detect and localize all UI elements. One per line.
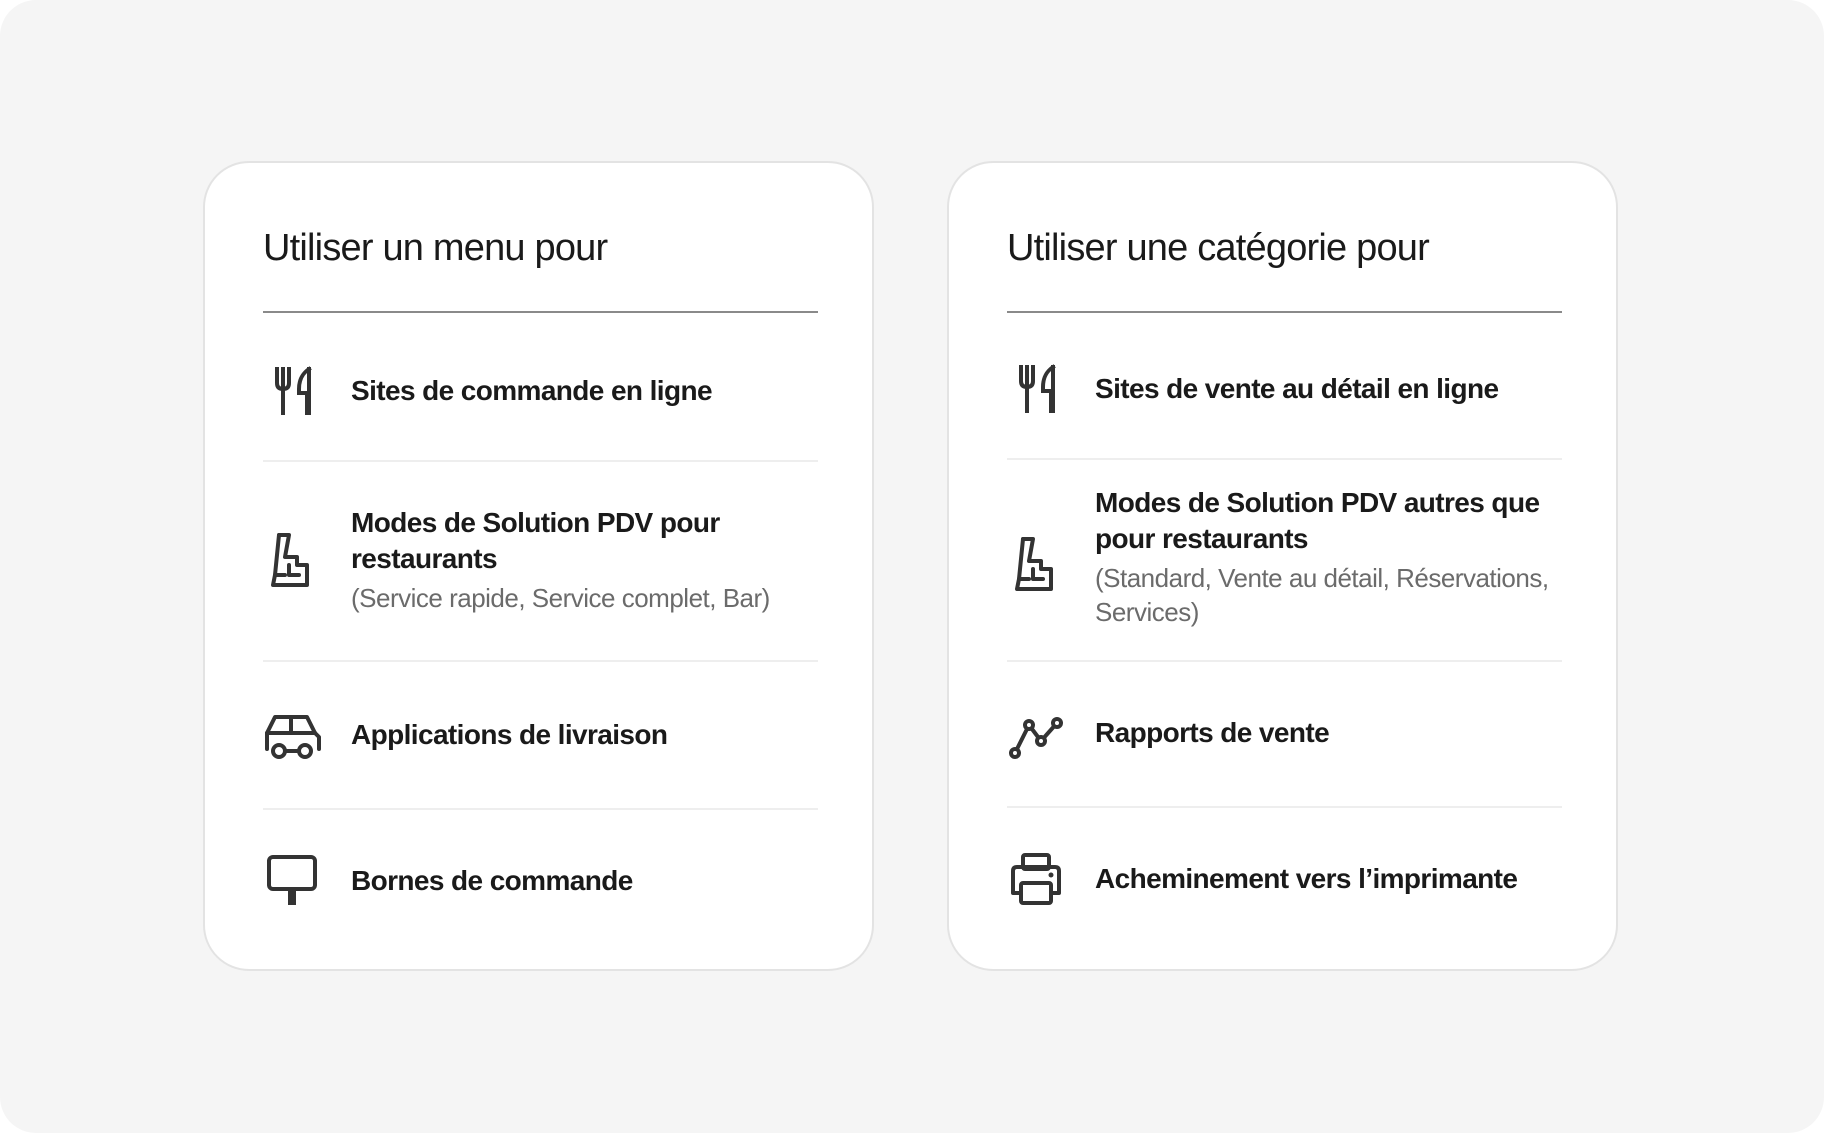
kiosk-icon: [263, 853, 321, 911]
list-item-online-retail: [1007, 361, 1562, 419]
item-label: Rapports de vente: [1095, 717, 1330, 748]
item-label: Acheminement vers l’imprimante: [1095, 863, 1518, 894]
row-divider: [1007, 660, 1562, 662]
car-icon: [263, 707, 321, 765]
category-card-title: Utiliser une catégorie pour: [1007, 227, 1429, 269]
item-label: Sites de commande en ligne: [351, 375, 712, 406]
item-label: Sites de vente au détail en ligne: [1095, 373, 1499, 404]
item-label: Bornes de commande: [351, 865, 633, 896]
list-item-printer-routing: [1007, 851, 1562, 909]
row-divider: [1007, 806, 1562, 808]
pos-terminal-icon: [1007, 535, 1065, 593]
list-item-kiosks: [263, 853, 818, 911]
item-label: Modes de Solution PDV autres que pour restaurants: [1095, 487, 1540, 554]
menu-card: [203, 161, 874, 971]
list-item-pos-non-restaurant-modes: [1007, 483, 1562, 643]
item-sublabel: (Standard, Vente au détail, Réservations, Services): [1095, 563, 1549, 627]
category-card: [947, 161, 1618, 971]
menu-card-title: Utiliser un menu pour: [263, 227, 608, 269]
list-item-pos-restaurant-modes: [263, 503, 818, 623]
title-divider: [1007, 311, 1562, 313]
fork-knife-icon: [1007, 361, 1065, 419]
fork-knife-icon: [263, 363, 321, 421]
item-label: Applications de livraison: [351, 719, 668, 750]
list-item-online-ordering: [263, 363, 818, 421]
line-chart-icon: [1007, 705, 1065, 763]
pos-terminal-icon: [263, 531, 321, 589]
list-item-delivery-apps: [263, 707, 818, 765]
printer-icon: [1007, 851, 1065, 909]
row-divider: [263, 660, 818, 662]
row-divider: [1007, 458, 1562, 460]
list-item-sales-reports: [1007, 705, 1562, 763]
item-label: Modes de Solution PDV pour restaurants: [351, 507, 720, 574]
row-divider: [263, 808, 818, 810]
item-sublabel: (Service rapide, Service complet, Bar): [351, 583, 770, 613]
row-divider: [263, 460, 818, 462]
title-divider: [263, 311, 818, 313]
